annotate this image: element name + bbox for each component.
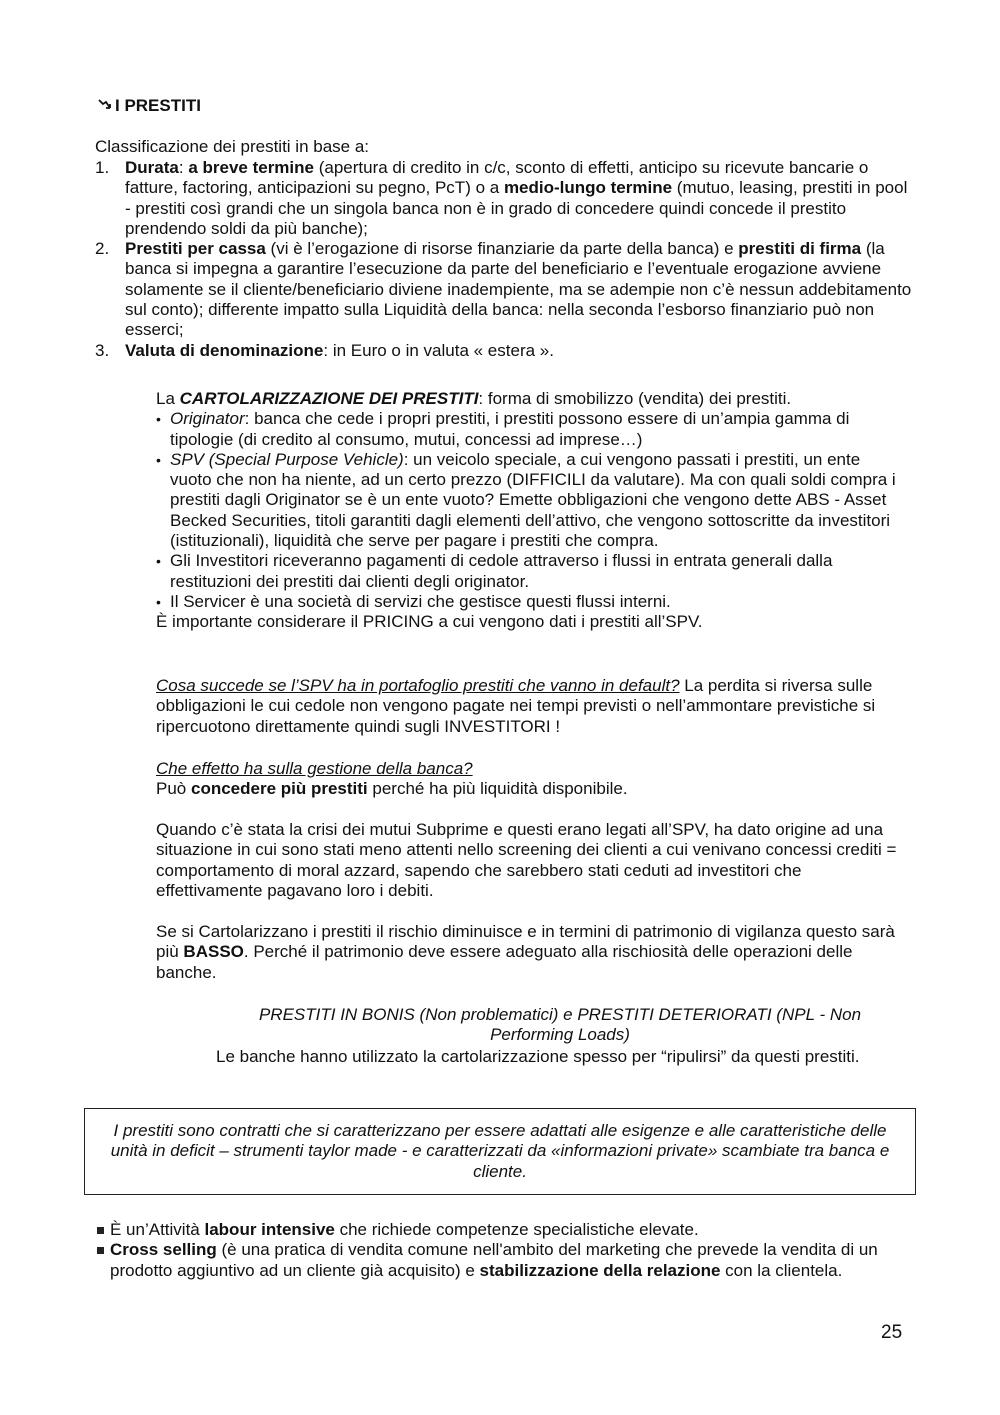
- section-title: I PRESTITI: [97, 96, 201, 116]
- list-item: Cross selling (è una pratica di vendita comune nell'ambito del marketing che prevede la vendita di un prodotto aggiuntivo ad un cliente già acquisito) e stabilizzazione della relazione con la clientela.: [96, 1240, 911, 1281]
- bullet-icon: •: [156, 411, 161, 428]
- cartolarizzazione-definition: La CARTOLARIZZAZIONE DEI PRESTITI: forma di smobilizzo (vendita) dei prestiti.: [156, 389, 792, 408]
- bullet-icon: •: [156, 593, 161, 610]
- square-bullet-icon: [97, 1247, 104, 1254]
- pricing-note: È importante considerare il PRICING a cui vengono dati i prestiti all’SPV.: [156, 612, 703, 632]
- npl-heading: PRESTITI IN BONIS (Non problematici) e PRESTITI DETERIORATI (NPL - Non Performing Loads): [258, 1005, 862, 1045]
- square-bullet-icon: [97, 1227, 104, 1234]
- list-item: • Il Servicer è una società di servizi che gestisce questi flussi interni.: [156, 591, 671, 611]
- list-item: 1. Durata: a breve termine (apertura di credito in c/c, sconto di effetti, anticipo su ricevute bancarie o fatture, factoring, anticipazioni su pegno, PcT) o a medio-lungo termine (mutuo, leasing, prestiti in pool - prestiti così grandi che un singola banca non è in grado di concedere quindi concede il prestito prendendo soldi da più banche);: [95, 158, 908, 238]
- cartolarizzazione-section: [156, 389, 906, 633]
- bullet-icon: •: [156, 451, 161, 468]
- definition-box: I prestiti sono contratti che si caratterizzano per essere adattati alle esigenze e alle caratteristiche delle unità in deficit – strumenti taylor made - e caratterizzati da «informazioni private» scambiate tra banca e cliente.: [84, 1108, 916, 1195]
- list-item: 3. Valuta di denominazione: in Euro o in valuta « estera ».: [95, 340, 554, 360]
- classification-list: [95, 158, 915, 361]
- list-item: • Gli Investitori riceveranno pagamenti di cedole attraverso i flussi in entrata generali dalla restituzioni dei prestiti dai clienti degli originator.: [156, 551, 833, 591]
- risk-paragraph: Se si Cartolarizzano i prestiti il rischio diminuisce e in termini di patrimonio di vigilanza questo sarà più BASSO. Perché il patrimonio deve essere adeguato alla rischiosità delle operazioni delle banche.: [156, 922, 895, 982]
- list-item: È un’Attività labour intensive che richiede competenze specialistiche elevate.: [96, 1220, 911, 1240]
- hook-arrow-icon: [97, 96, 115, 116]
- npl-text: Le banche hanno utilizzato la cartolarizzazione spesso per “ripulirsi” da questi prestiti.: [216, 1047, 860, 1066]
- intro-text: Classificazione dei prestiti in base a:: [95, 137, 370, 156]
- bullet-icon: •: [156, 553, 161, 570]
- subprime-paragraph: Quando c’è stata la crisi dei mutui Subprime e questi erano legati all’SPV, ha dato origine ad una situazione in cui sono stati meno attenti nello screening dei clienti a cui venivano concessi crediti = comportamento di moral azzard, sapendo che sarebbero stati ceduti ad investitori che effettivamente pagavano loro i debiti.: [156, 820, 897, 900]
- page-number: 25: [881, 1322, 903, 1343]
- features-list: [96, 1220, 911, 1281]
- list-item: 2. Prestiti per cassa (vi è l’erogazione di risorse finanziarie da parte della banca) e prestiti di firma (la banca si impegna a garantire l’esecuzione da parte del beneficiario e l’eventuale erogazione avviene solamente se il cliente/beneficiario diviene inadempiente, ma se adempie non c’è nessun addebitamento sul conto); differente impatto sulla Liquidità della banca: nella seconda l’esborso finanziario può non esserci;: [95, 239, 912, 340]
- bank-effect-paragraph: Che effetto ha sulla gestione della banca? Può concedere più prestiti perché ha più liquidità disponibile.: [156, 759, 628, 799]
- default-question-paragraph: Cosa succede se l’SPV ha in portafoglio prestiti che vanno in default? La perdita si riversa sulle obbligazioni le cui cedole non vengono pagate nei tempi previsti o nell’ammontare previstiche si ripercuotono direttamente quindi sugli INVESTITORI !: [156, 676, 876, 736]
- list-item: • SPV (Special Purpose Vehicle): un veicolo speciale, a cui vengono passati i prestiti, un ente vuoto che non ha niente, ad un certo prezzo (DIFFICILI da valutare). Ma con quali soldi compra i prestiti dagli Originator se è un ente vuoto? Emette obbligazioni che vengono dette ABS - Asset Becked Securities, titoli garantiti dagli elementi dell’attivo, che vengono sottoscritte da investitori (istituzionali), liquidità che serve per pagare i prestiti che compra.: [156, 449, 896, 551]
- list-item: • Originator: banca che cede i propri prestiti, i prestiti possono essere di un’ampia gamma di tipologie (di credito al consumo, mutui, concessi ad imprese…): [156, 409, 850, 449]
